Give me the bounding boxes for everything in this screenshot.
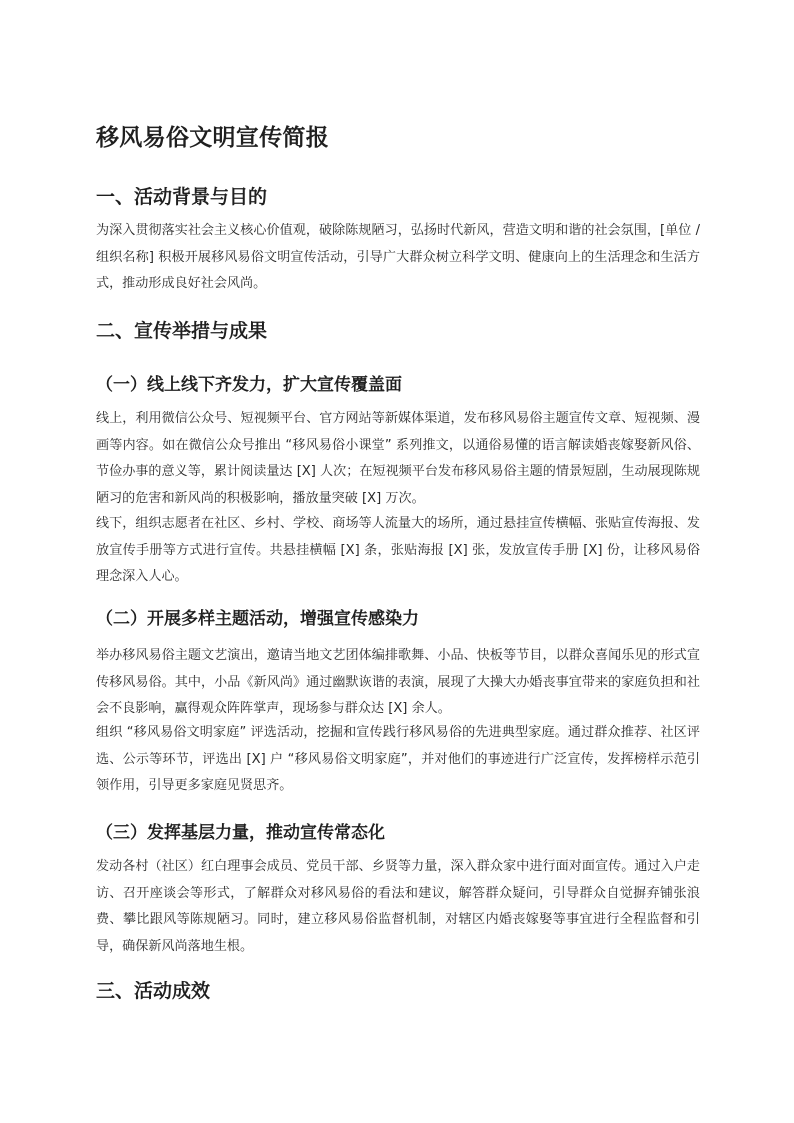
section-heading-background: 一、活动背景与目的 — [96, 186, 268, 208]
document-title: 移风易俗文明宣传简报 — [96, 125, 329, 151]
paragraph-offline: 线下，组织志愿者在社区、乡村、学校、商场等人流量大的场所，通过悬挂宣传横幅、张贴宣传海报、发放宣传手册等方式进行宣传。共悬挂横幅 [X] 条，张贴海报 [X] 张，发放宣传手册 [X] 份，让移风易俗理念深入人心。 — [96, 516, 700, 584]
section-heading-measures: 二、宣传举措与成果 — [96, 320, 268, 342]
subsection-heading-activities: （二）开展多样主题活动，增强宣传感染力 — [96, 609, 419, 629]
subsection-heading-grassroots: （三）发挥基层力量，推动宣传常态化 — [96, 823, 385, 843]
paragraph-family-selection: 组织 “移风易俗文明家庭” 评选活动，挖掘和宣传践行移风易俗的先进典型家庭。通过群众推荐、社区评选、公示等环节，评选出 [X] 户 “移风易俗文明家庭”，并对他们的事迹进行广泛宣传，发挥榜样示范引领作用，引导更多家庭见贤思齐。 — [96, 725, 700, 793]
subsection-heading-online-offline: （一）线上线下齐发力，扩大宣传覆盖面 — [96, 375, 402, 395]
paragraph-background: 为深入贯彻落实社会主义核心价值观，破除陈规陋习，弘扬时代新风，营造文明和谐的社会氛围，[单位 / 组织名称] 积极开展移风易俗文明宣传活动，引导广大群众树立科学文明、健康向上的生活理念和生活方式，推动形成良好社会风尚。 — [96, 223, 700, 291]
paragraph-online: 线上，利用微信公众号、短视频平台、官方网站等新媒体渠道，发布移风易俗主题宣传文章、短视频、漫画等内容。如在微信公众号推出 “移风易俗小课堂” 系列推文，以通俗易懂的语言解读婚丧嫁娶新风俗、节俭办事的意义等，累计阅读量达 [X] 人次；在短视频平台发布移风易俗主题的情景短剧，生动展现陈规陋习的危害和新风尚的积极影响，播放量突破 [X] 万次。 — [96, 411, 700, 506]
paragraph-performance: 举办移风易俗主题文艺演出，邀请当地文艺团体编排歌舞、小品、快板等节目，以群众喜闻乐见的形式宣传移风易俗。其中，小品《新风尚》通过幽默诙谐的表演，展现了大操大办婚丧事宜带来的家庭负担和社会不良影响，赢得观众阵阵掌声，现场参与群众达 [X] 余人。 — [96, 648, 700, 716]
section-heading-results: 三、活动成效 — [96, 980, 211, 1002]
paragraph-grassroots: 发动各村（社区）红白理事会成员、党员干部、乡贤等力量，深入群众家中进行面对面宣传。通过入户走访、召开座谈会等形式，了解群众对移风易俗的看法和建议，解答群众疑问，引导群众自觉摒弃铺张浪费、攀比跟风等陈规陋习。同时，建立移风易俗监督机制，对辖区内婚丧嫁娶等事宜进行全程监督和引导，确保新风尚落地生根。 — [96, 859, 700, 954]
